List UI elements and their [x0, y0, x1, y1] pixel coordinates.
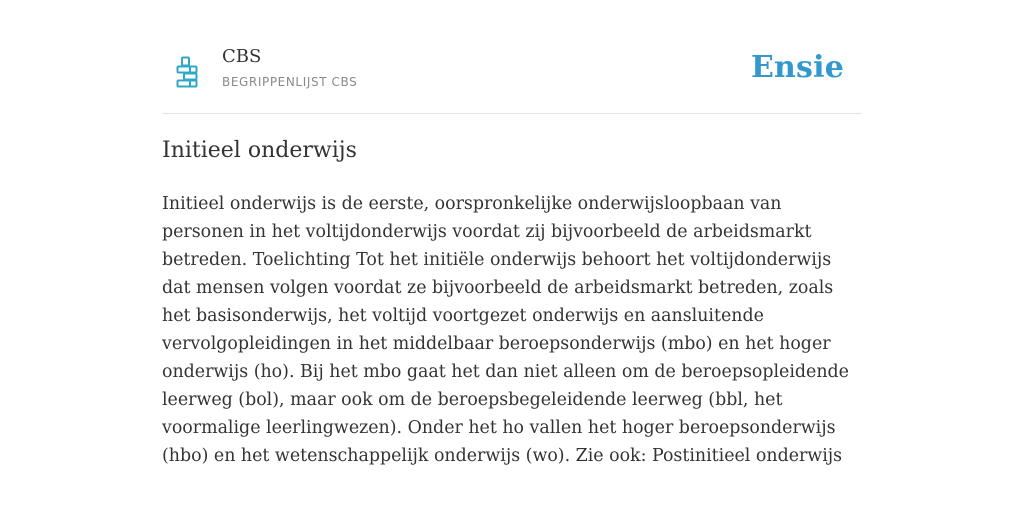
term-definition: Initieel onderwijs is de eerste, oorspronkelijke onderwijsloopbaan van personen in het voltijdonderwijs voordat zij bijvoorbeeld de arbeidsmarkt betreden. Toelichting Tot het initiële onderwijs behoort het voltijdonderwijs dat mensen volgen voordat ze bijvoorbeeld de arbeidsmarkt betreden, zoals het basisonderwijs, het voltijd voortgezet onderwijs en aansluitende vervolgopleidingen in het middelbaar beroepsonderwijs (mbo) en het hoger onderwijs (ho). Bij het mbo gaat het dan niet alleen om de beroepsopleidende leerweg (bol), maar ook om de beroepsbegeleidende leerweg (bbl, het voormalige leerlingwezen). Onder het ho vallen het hoger beroepsonderwijs (hbo) en het wetenschappelijk onderwijs (wo). Zie ook: Postinitieel onderwijs — [162, 194, 849, 466]
ensie-logo[interactable]: Ensie — [750, 50, 844, 85]
source-subtitle: BEGRIPPENLIJST CBS — [222, 75, 358, 89]
cbs-logo-icon — [176, 56, 198, 88]
source-name[interactable]: CBS — [222, 46, 262, 67]
header — [162, 40, 862, 114]
term-title: Initieel onderwijs — [162, 138, 357, 163]
